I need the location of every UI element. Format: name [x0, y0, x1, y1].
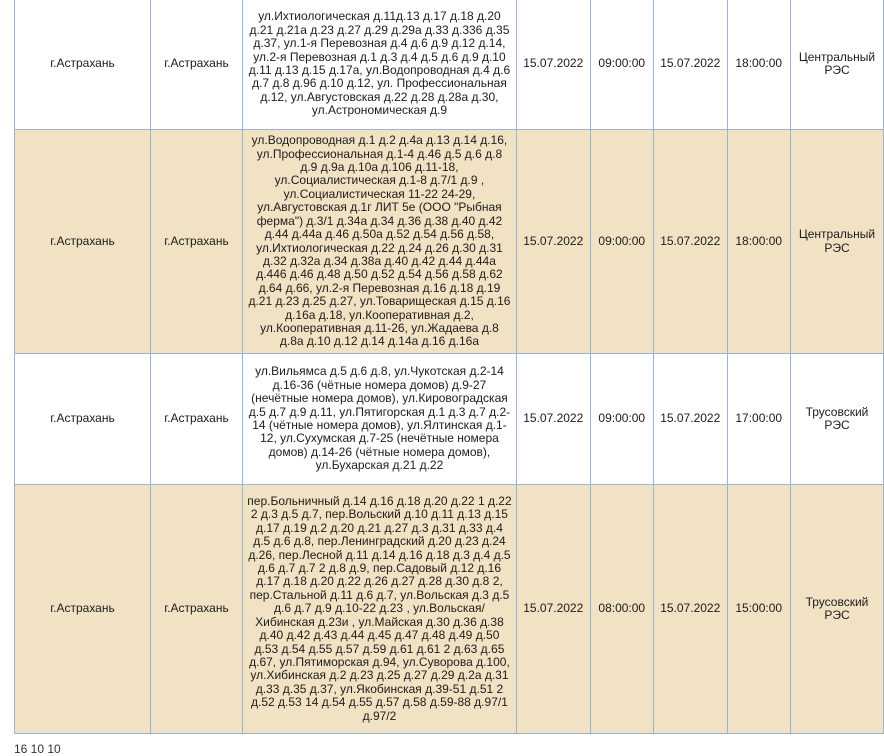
end-date-cell: 15.07.2022 [653, 0, 727, 130]
department-cell: Трусовский РЭС [790, 354, 883, 485]
city-cell: г.Астрахань [15, 354, 151, 485]
end-time-cell: 18:00:00 [727, 0, 790, 130]
table-row [15, 130, 884, 354]
start-time-cell: 09:00:00 [590, 354, 653, 485]
locality-cell: г.Астрахань [150, 0, 242, 130]
start-date-cell: 15.07.2022 [516, 485, 590, 734]
locality-cell: г.Астрахань [150, 130, 242, 354]
end-date-cell: 15.07.2022 [653, 354, 727, 485]
locality-cell: г.Астрахань [150, 485, 242, 734]
footer-text-fragment: 16 10 10 [14, 742, 61, 756]
table-row [15, 0, 884, 130]
department-cell: Центральный РЭС [790, 0, 883, 130]
start-time-cell: 08:00:00 [590, 485, 653, 734]
start-date-cell: 15.07.2022 [516, 0, 590, 130]
department-cell: Трусовский РЭС [790, 485, 883, 734]
addresses-cell: ул.Ихтиологическая д.11д.13 д.17 д.18 д.20 д.21 д.21а д.23 д.27 д.29 д.29а д.33 д.336 д.35 д.37, ул.1-я Перевозная д.4 д.6 д.9 д.12 д.14, ул.2-я Перевозная д.1 д.3 д.4 д.5 д.6 д.9 д.10 д.11 д.13 д.15 д.17а, ул.Водопроводная д.4 д.6 д.7 д.8 д.96 д.10 д.12, ул. Профессиональная д.12, ул.Августовская д.22 д.28 д.28а д.30, ул.Астрономическая д.9 [242, 0, 516, 130]
start-time-cell: 09:00:00 [590, 0, 653, 130]
end-date-cell: 15.07.2022 [653, 130, 727, 354]
table-row [15, 485, 884, 734]
addresses-cell: ул.Водопроводная д.1 д.2 д.4а д.13 д.14 д.16, ул.Профессиональная д.1-4 д.46 д.5 д.6 д.8 д.9 д.9а д.10а д.106 д.11-18, ул.Социалистическая д.1-8 д.7/1 д.9 , ул.Социалистическая 11-22 24-29, ул.Августовская д.1г ЛИТ 5е (ООО "Рыбная ферма") д.3/1 д.34а д.34 д.36 д.38 д.40 д.42 д.44 д.44а д.46 д.50а д.52 д.54 д.56 д.58, ул.Ихтиологическая д.22 д.24 д.26 д.30 д.31 д.32 д.32а д.34 д.38а д.40 д.42 д.44 д.44а д.446 д.46 д.48 д.50 д.52 д.54 д.56 д.58 д.62 д.64 д.66, ул.2-я Перевозная д.16 д.18 д.19 д.21 д.23 д.25 д.27, ул.Товарищеская д.15 д.16 д.16а д.18, ул.Кооперативная д.2, ул.Кооперативная д.11-26, ул.Жадаева д.8 д.8а д.10 д.12 д.14 д.14а д.16 д.16а [242, 130, 516, 354]
end-time-cell: 18:00:00 [727, 130, 790, 354]
addresses-cell: пер.Больничный д.14 д.16 д.18 д.20 д.22 1 д.22 2 д.3 д.5 д.7, пер.Вольский д.10 д.11 д.13 д.15 д.17 д.19 д.2 д.20 д.21 д.27 д.3 д.31 д.33 д.4 д.5 д.6 д.8, пер.Ленинградский д.20 д.23 д.24 д.26, пер.Лесной д.11 д.14 д.16 д.18 д.3 д.4 д.5 д.6 д.7 д.7 2 д.8 д.9, пер.Садовый д.12 д.16 д.17 д.18 д.20 д.22 д.26 д.27 д.28 д.30 д.8 2, пер.Стальной д.11 д.6 д.7, ул.Вольская д.3 д.5 д.6 д.7 д.9 д.10-22 д.23 , ул.Вольская/Хибинская д.23и , ул.Майская д.30 д.36 д.38 д.40 д.42 д.43 д.44 д.45 д.47 д.48 д.49 д.50 д.53 д.54 д.55 д.57 д.59 д.61 д.61 2 д.63 д.65 д.67, ул.Пятиморская д.94, ул.Суворова д.100, ул.Хибинская д.2 д.23 д.25 д.27 д.29 д.2а д.31 д.33 д.35 д.37, ул.Якобинская д.39-51 д.51 2 д.52 д.53 14 д.54 д.55 д.57 д.58 д.59-88 д.97/1 д.97/2 [242, 485, 516, 734]
city-cell: г.Астрахань [15, 0, 151, 130]
start-date-cell: 15.07.2022 [516, 130, 590, 354]
end-time-cell: 15:00:00 [727, 485, 790, 734]
locality-cell: г.Астрахань [150, 354, 242, 485]
start-time-cell: 09:00:00 [590, 130, 653, 354]
outage-table [14, 0, 884, 734]
table-row [15, 354, 884, 485]
end-date-cell: 15.07.2022 [653, 485, 727, 734]
start-date-cell: 15.07.2022 [516, 354, 590, 485]
department-cell: Центральный РЭС [790, 130, 883, 354]
addresses-cell: ул.Вильямса д.5 д.6 д.8, ул.Чукотская д.2-14 д.16-36 (чётные номера домов) д.9-27 (нечётные номера домов), ул.Кировоградская д.5 д.7 д.9 д.11, ул.Пятигорская д.1 д.3 д.7 д.2-14 (чётные номера домов), ул.Ялтинская д.1-12, ул.Сухумская д.7-25 (нечётные номера домов) д.14-26 (чётные номера домов), ул.Бухарская д.21 д.22 [242, 354, 516, 485]
city-cell: г.Астрахань [15, 130, 151, 354]
city-cell: г.Астрахань [15, 485, 151, 734]
end-time-cell: 17:00:00 [727, 354, 790, 485]
